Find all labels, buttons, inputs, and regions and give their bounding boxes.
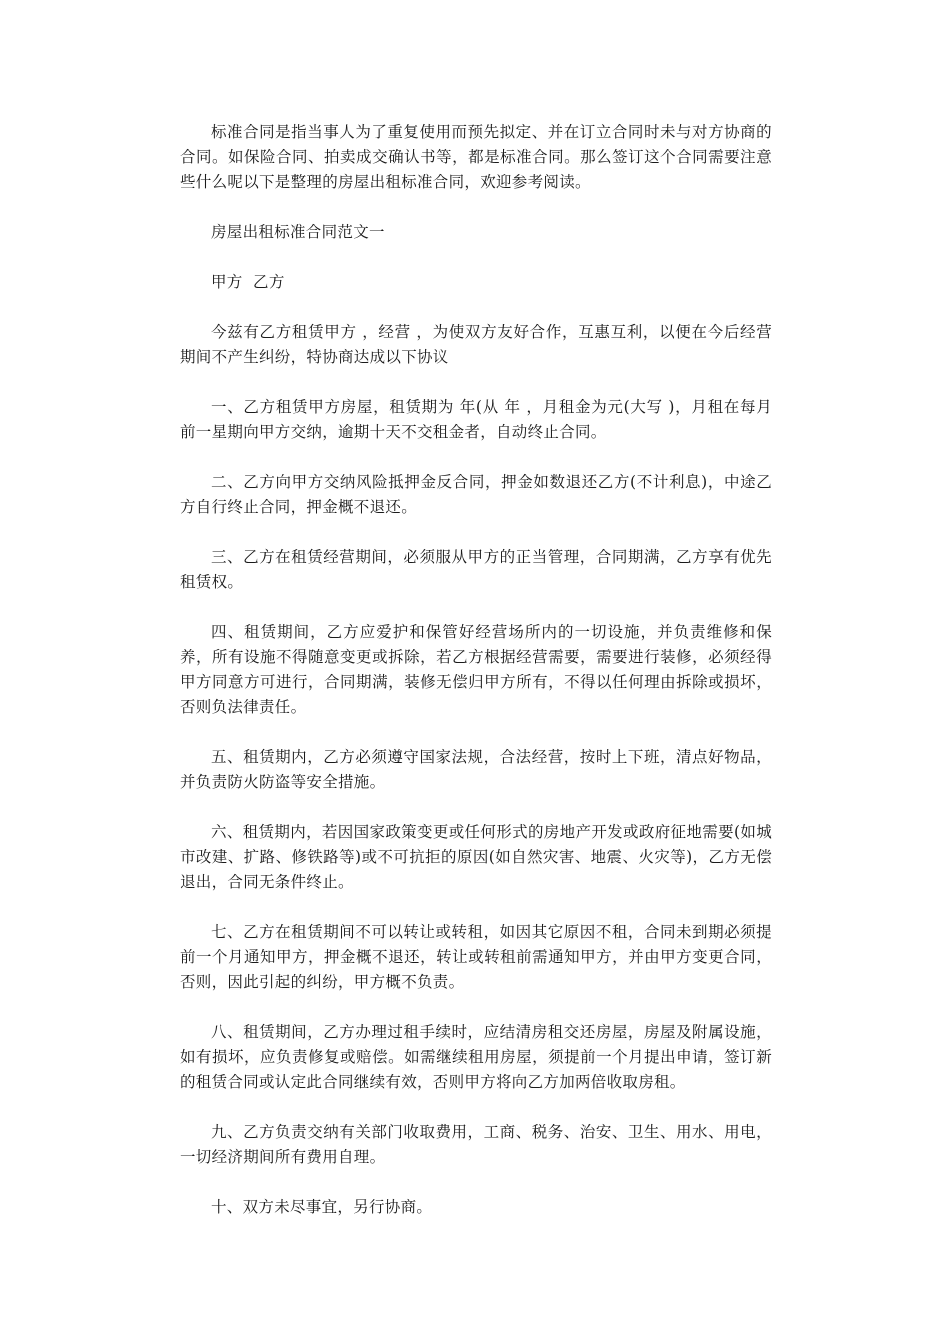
parties-line: 甲方 乙方: [211, 273, 285, 291]
clause-1: 一、乙方租赁甲方房屋，租赁期为 年(从 年 ，月租金为元(大写 )，月租在每月前一星期向甲方交纳，逾期十天不交租金者，自动终止合同。: [180, 398, 772, 441]
intro-paragraph: 标准合同是指当事人为了重复使用而预先拟定、并在订立合同时未与对方协商的合同。如保险合同、拍卖成交确认书等，都是标准合同。那么签订这个合同需要注意些什么呢以下是整理的房屋出租标准合同，欢迎参考阅读。: [180, 123, 772, 191]
clause-9: 九、乙方负责交纳有关部门收取费用，工商、税务、治安、卫生、用水、用电，一切经济期间所有费用自理。: [180, 1123, 772, 1166]
clause-4: 四、租赁期间，乙方应爱护和保管好经营场所内的一切设施，并负责维修和保养，所有设施不得随意变更或拆除，若乙方根据经营需要，需要进行装修，必须经得甲方同意方可进行，合同期满，装修无偿归甲方所有，不得以任何理由拆除或损坏，否则负法律责任。: [180, 623, 772, 716]
clause-2: 二、乙方向甲方交纳风险抵押金反合同，押金如数退还乙方(不计利息)，中途乙方自行终止合同，押金概不退还。: [180, 473, 772, 516]
clause-8: 八、租赁期间，乙方办理过租手续时，应结清房租交还房屋，房屋及附属设施，如有损坏，应负责修复或赔偿。如需继续租用房屋，须提前一个月提出申请，签订新的租赁合同或认定此合同继续有效，否则甲方将向乙方加两倍收取房租。: [180, 1023, 772, 1091]
clause-10: 十、双方未尽事宜，另行协商。: [211, 1198, 433, 1216]
document-page: [180, 120, 772, 1245]
section-title: 房屋出租标准合同范文一: [211, 223, 385, 241]
clause-5: 五、租赁期内，乙方必须遵守国家法规，合法经营，按时上下班，清点好物品，并负责防火防盗等安全措施。: [180, 748, 772, 791]
preamble-paragraph: 今兹有乙方租赁甲方 ，经营 ，为使双方友好合作，互惠互利，以便在今后经营期间不产生纠纷，特协商达成以下协议: [180, 323, 772, 366]
clause-3: 三、乙方在租赁经营期间，必须服从甲方的正当管理，合同期满，乙方享有优先租赁权。: [180, 548, 772, 591]
clause-6: 六、租赁期内，若因国家政策变更或任何形式的房地产开发或政府征地需要(如城市改建、扩路、修铁路等)或不可抗拒的原因(如自然灾害、地震、火灾等)，乙方无偿退出，合同无条件终止。: [180, 823, 772, 891]
clause-7: 七、乙方在租赁期间不可以转让或转租，如因其它原因不租，合同未到期必须提前一个月通知甲方，押金概不退还，转让或转租前需通知甲方，并由甲方变更合同，否则，因此引起的纠纷，甲方概不负责。: [180, 923, 772, 991]
